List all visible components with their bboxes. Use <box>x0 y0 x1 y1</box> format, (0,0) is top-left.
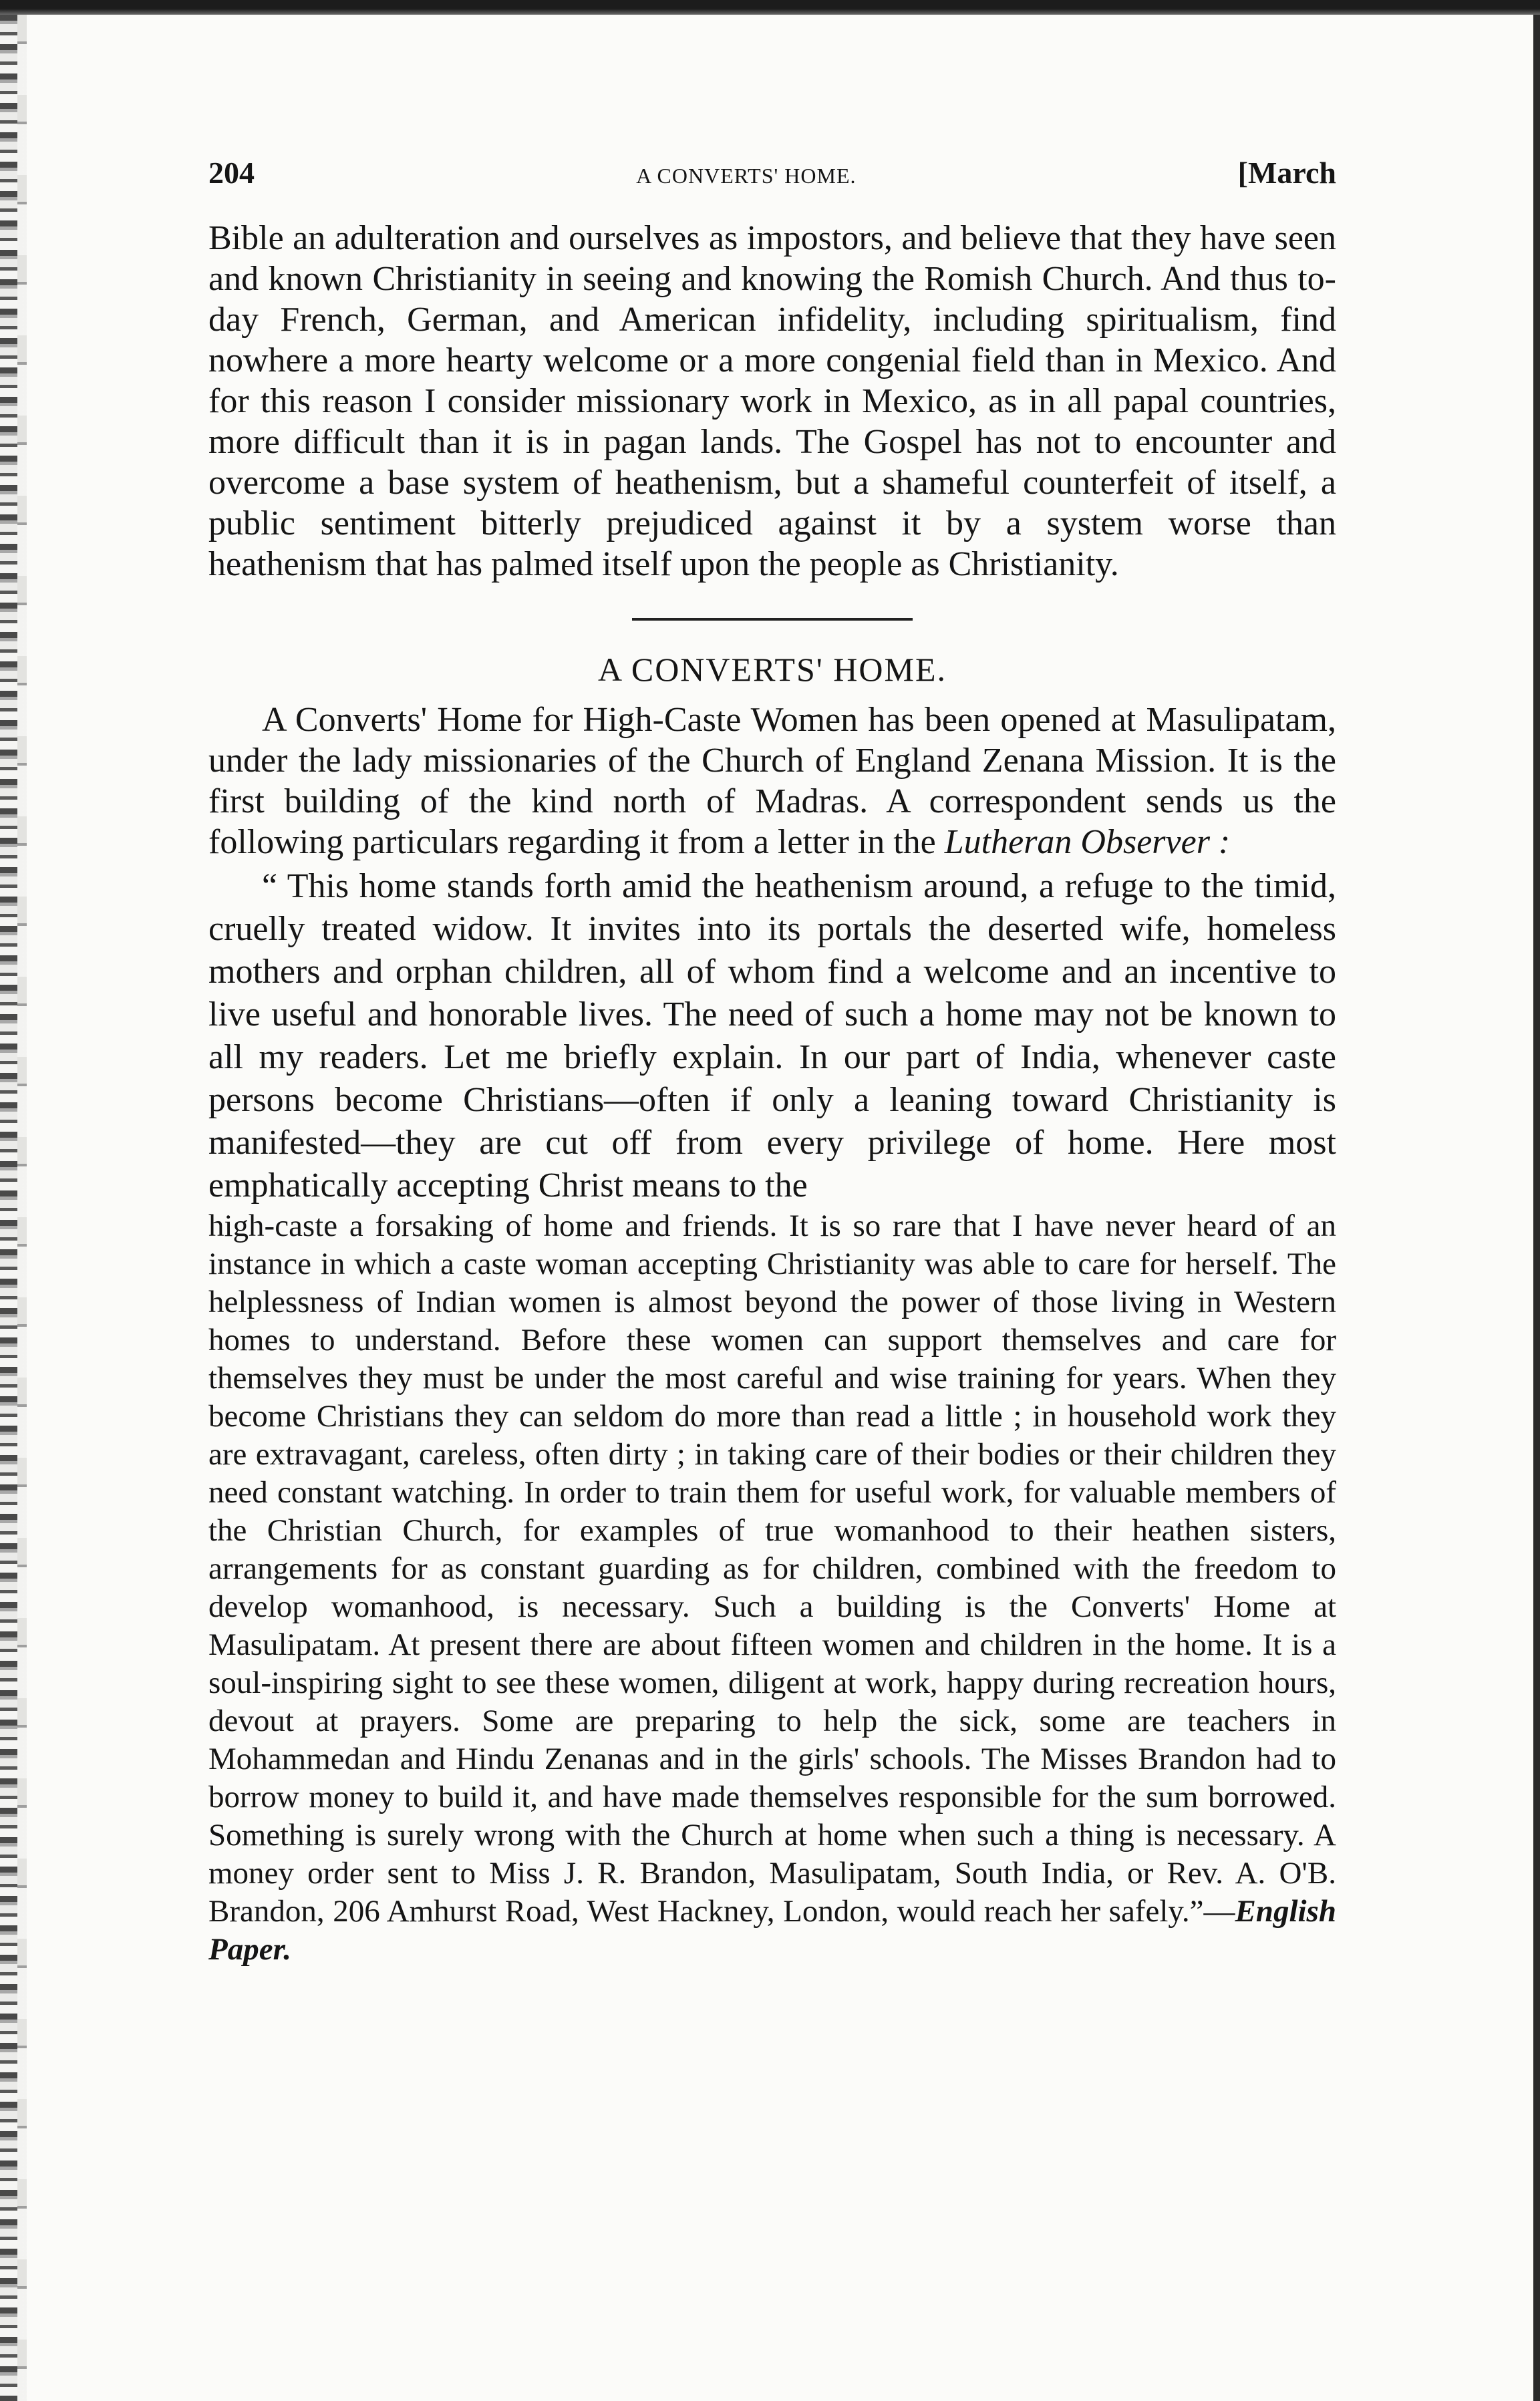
lead-source: Lutheran Observer : <box>944 823 1231 861</box>
lead-paragraph <box>208 699 1336 862</box>
section-month: [March <box>1237 156 1336 190</box>
quote-paragraph-2 <box>208 1207 1336 1969</box>
scan-right-border <box>1533 15 1540 2401</box>
quote-block-large <box>208 865 1336 1207</box>
section-divider <box>632 618 913 621</box>
scan-top-border <box>0 0 1540 15</box>
intro-text <box>208 218 1336 585</box>
article-title: A CONVERTS' HOME. <box>598 651 947 688</box>
page-content <box>208 155 1336 1969</box>
running-title: A CONVERTS' HOME. <box>636 164 857 188</box>
quote-text-2: high-caste a forsaking of home and friends. It is so rare that I have never heard of an instance in which a caste woman accepting Christianity was able to care for herself. The helplessness of Indian women is almost beyond the power of those living in Western homes to understand. Before these women can support themselves and care for themselves they must be under the most careful and wise training for years. When they become Christians they can seldom do more than read a little ; in household work they are extravagant, careless, often dirty ; in taking care of their bodies or their children they need constant watching. In order to train them for useful work, for valuable members of the Christian Church, for examples of true womanhood to their heathen sisters, arrangements for as constant guarding as for children, combined with the freedom to develop womanhood, is necessary. Such a building is the Converts' Home at Masulipatam. At present there are about fifteen women and children in the home. It is a soul-inspiring sight to see these women, diligent at work, happy during recreation hours, devout at prayers. Some are preparing to help the sick, some are teachers in Mohammedan and Hindu Zenanas and in the girls' schools. The Misses Brandon had to borrow money to build it, and have made themselves responsible for the sum borrowed. Something is surely wrong with the Church at home when such a thing is necessary. A money order sent to Miss J. R. Brandon, Masulipatam, South India, or Rev. A. O'B. Brandon, 206 Amhurst Road, West Hackney, London, would reach her safely.”— <box>208 1209 1336 1929</box>
scan-binding-edge <box>0 15 17 2401</box>
article-lead <box>208 699 1336 862</box>
quote-paragraph-1: “ This home stands forth amid the heathenism around, a refuge to the timid, cruelly treated widow. It invites into its portals the deserted wife, homeless mothers and orphan children, all of whom find a welcome and an incentive to live useful and honorable lives. The need of such a home may not be known to all my readers. Let me briefly explain. In our part of India, whenever caste persons become Christians—often if only a leaning toward Christianity is manifested—they are cut off from every privilege of home. Here most emphatically accepting Christ means to the <box>208 867 1336 1205</box>
scan-binding-shadow <box>17 15 27 2401</box>
attribution: English Paper. <box>208 1894 1336 1967</box>
lead-paragraph-text: A Converts' Home for High-Caste Women has been opened at Masulipatam, under the lady missionaries of the Church of England Zenana Mission. It is the first building of the kind north of Madras. A correspondent sends us the following particulars regarding it from a letter in the <box>208 701 1336 861</box>
intro-paragraph: Bible an adulteration and ourselves as impostors, and believe that they have seen and known Christianity in seeing and knowing the Romish Church. And thus to-day French, German, and American infidelity, including spiritualism, find nowhere a more hearty welcome or a more congenial field than in Mexico. And for this reason I consider missionary work in Mexico, as in all papal countries, more difficult than it is in pagan lands. The Gospel has not to encounter and overcome a base system of heathenism, but a shameful counterfeit of itself, a public sentiment bitterly prejudiced against it by a system worse than heathenism that has palmed itself upon the people as Christianity. <box>208 219 1336 583</box>
running-head <box>208 155 1336 202</box>
quote-block-small <box>208 1207 1336 1969</box>
page-number: 204 <box>208 156 255 190</box>
